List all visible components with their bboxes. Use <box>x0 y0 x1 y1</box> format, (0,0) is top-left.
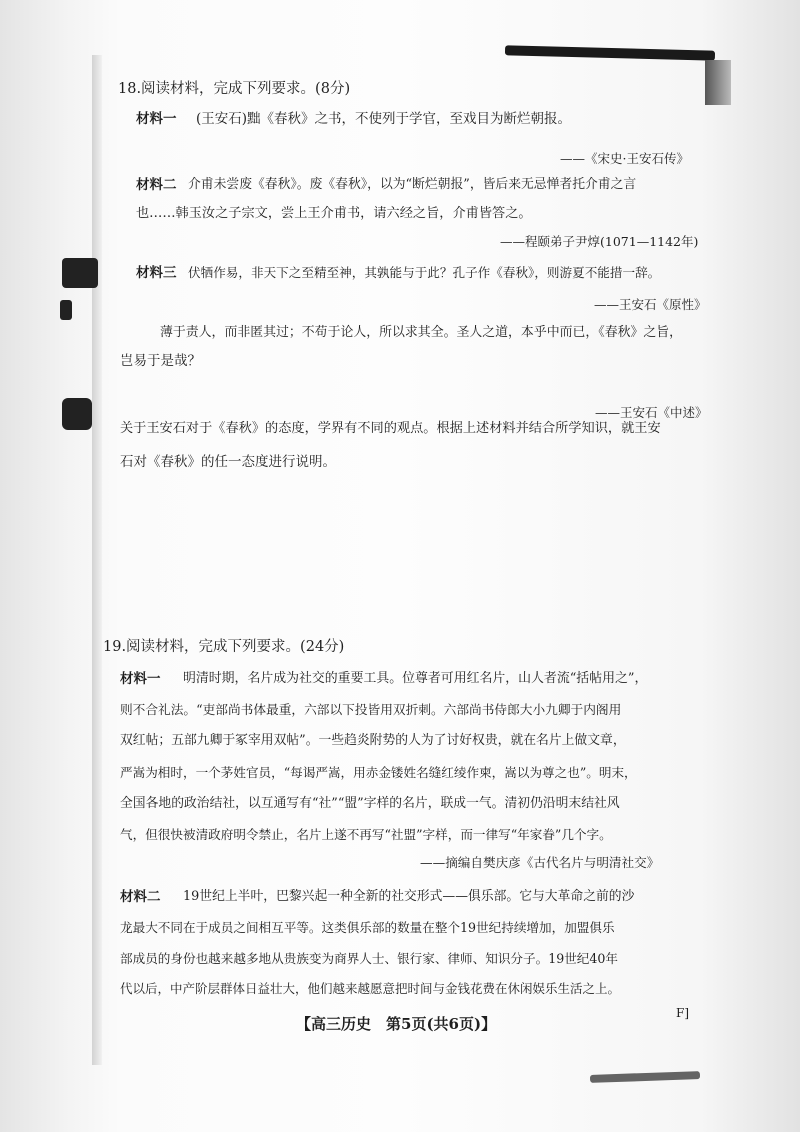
page-fold-shadow <box>92 55 102 1065</box>
bleed-through-mark <box>62 398 92 430</box>
q18-material-1-source: ——《宋史·王安石传》 <box>560 151 689 166</box>
question-19-title: 19.阅读材料，完成下列要求。(24分) <box>103 639 345 655</box>
q19-material-1-line: 全国各地的政治结社，以互通写有“社”“盟”字样的名片，联成一气。清初仍沿明末结社风 <box>120 796 620 811</box>
q19-material-2-line: 龙最大不同在于成员之间相互平等。这类俱乐部的数量在整个19世纪持续增加，加盟俱乐 <box>120 920 615 935</box>
question-18-title: 18.阅读材料，完成下列要求。(8分) <box>118 81 351 97</box>
q18-material-3-source: ——王安石《中述》 <box>595 405 708 420</box>
q19-material-2-line: 部成员的身份也越来越多地从贵族变为商界人士、银行家、律师、知识分子。19世纪40年 <box>120 951 619 966</box>
q18-material-1-label: 材料一 <box>136 111 177 127</box>
q19-material-1-line: 双红帖；五部九卿于冢宰用双帖”。一些趋炎附势的人为了讨好权贵，就在名片上做文章， <box>120 733 626 748</box>
bleed-through-mark <box>62 258 98 288</box>
page-footer: 【高三历史 第5页(共6页)】 <box>296 1015 497 1033</box>
q19-material-1-line: 则不合礼法。“吏部尚书体最重，六部以下投皆用双折刺。六部尚书侍郎大小九卿于内阁用 <box>120 702 622 717</box>
q18-material-3-line: 薄于责人，而非匿其过；不苟于论人，所以求其全。圣人之道，本乎中而已，《春秋》之旨， <box>160 325 683 340</box>
bleed-through-mark <box>60 300 72 320</box>
q18-material-3-line: 伏牺作易，非天下之至精至神，其孰能与于此？孔子作《春秋》，则游夏不能措一辞。 <box>188 265 661 280</box>
q19-material-1-label: 材料一 <box>120 671 161 687</box>
q18-material-2-source: ——程颐弟子尹焞(1071—1142年) <box>500 234 699 249</box>
scan-edge-right <box>705 60 731 105</box>
q18-material-2-line: 也……韩玉汝之子宗文，尝上王介甫书，请六经之旨，介甫皆答之。 <box>136 206 532 221</box>
q18-material-1-text: (王安石)黜《春秋》之书，不使列于学官，至戏目为断烂朝报。 <box>196 111 572 127</box>
q18-requirement: 石对《春秋》的任一态度进行说明。 <box>120 454 336 470</box>
q18-material-3-label: 材料三 <box>136 265 177 281</box>
q19-material-1-source: ——摘编自樊庆彦《古代名片与明清社交》 <box>420 855 660 870</box>
q18-material-2-line: 介甫未尝废《春秋》。废《春秋》，以为“断烂朝报”，皆后来无忌惮者托介甫之言 <box>188 177 637 192</box>
q19-material-2-line: 19世纪上半叶，巴黎兴起一种全新的社交形式——俱乐部。它与大革命之前的沙 <box>183 889 635 904</box>
q19-material-2-label: 材料二 <box>120 889 161 905</box>
q18-material-2-label: 材料二 <box>136 177 177 193</box>
q18-requirement: 关于王安石对于《春秋》的态度，学界有不同的观点。根据上述材料并结合所学知识，就王安 <box>120 421 661 436</box>
q19-material-1-line: 严嵩为相时，一个茅姓官员，“每谒严嵩，用赤金镂姓名缝红绫作柬，嵩以为尊之也”。明末， <box>120 765 637 780</box>
q18-material-3-line: 岂易于是哉？ <box>120 353 201 369</box>
q19-material-1-line: 气，但很快被清政府明令禁止，名片上遂不再写“社盟”字样，而一律写“年家眷”几个字。 <box>120 827 612 842</box>
page-corner-mark: F] <box>676 1006 690 1020</box>
q19-material-1-line: 明清时期，名片成为社交的重要工具。位尊者可用红名片，山人者流“括帖用之”， <box>183 671 648 686</box>
q18-material-3-source: ——王安石《原性》 <box>594 297 707 312</box>
q19-material-2-line: 代以后，中产阶层群体日益壮大，他们越来越愿意把时间与金钱花费在休闲娱乐生活之上。 <box>120 981 621 996</box>
